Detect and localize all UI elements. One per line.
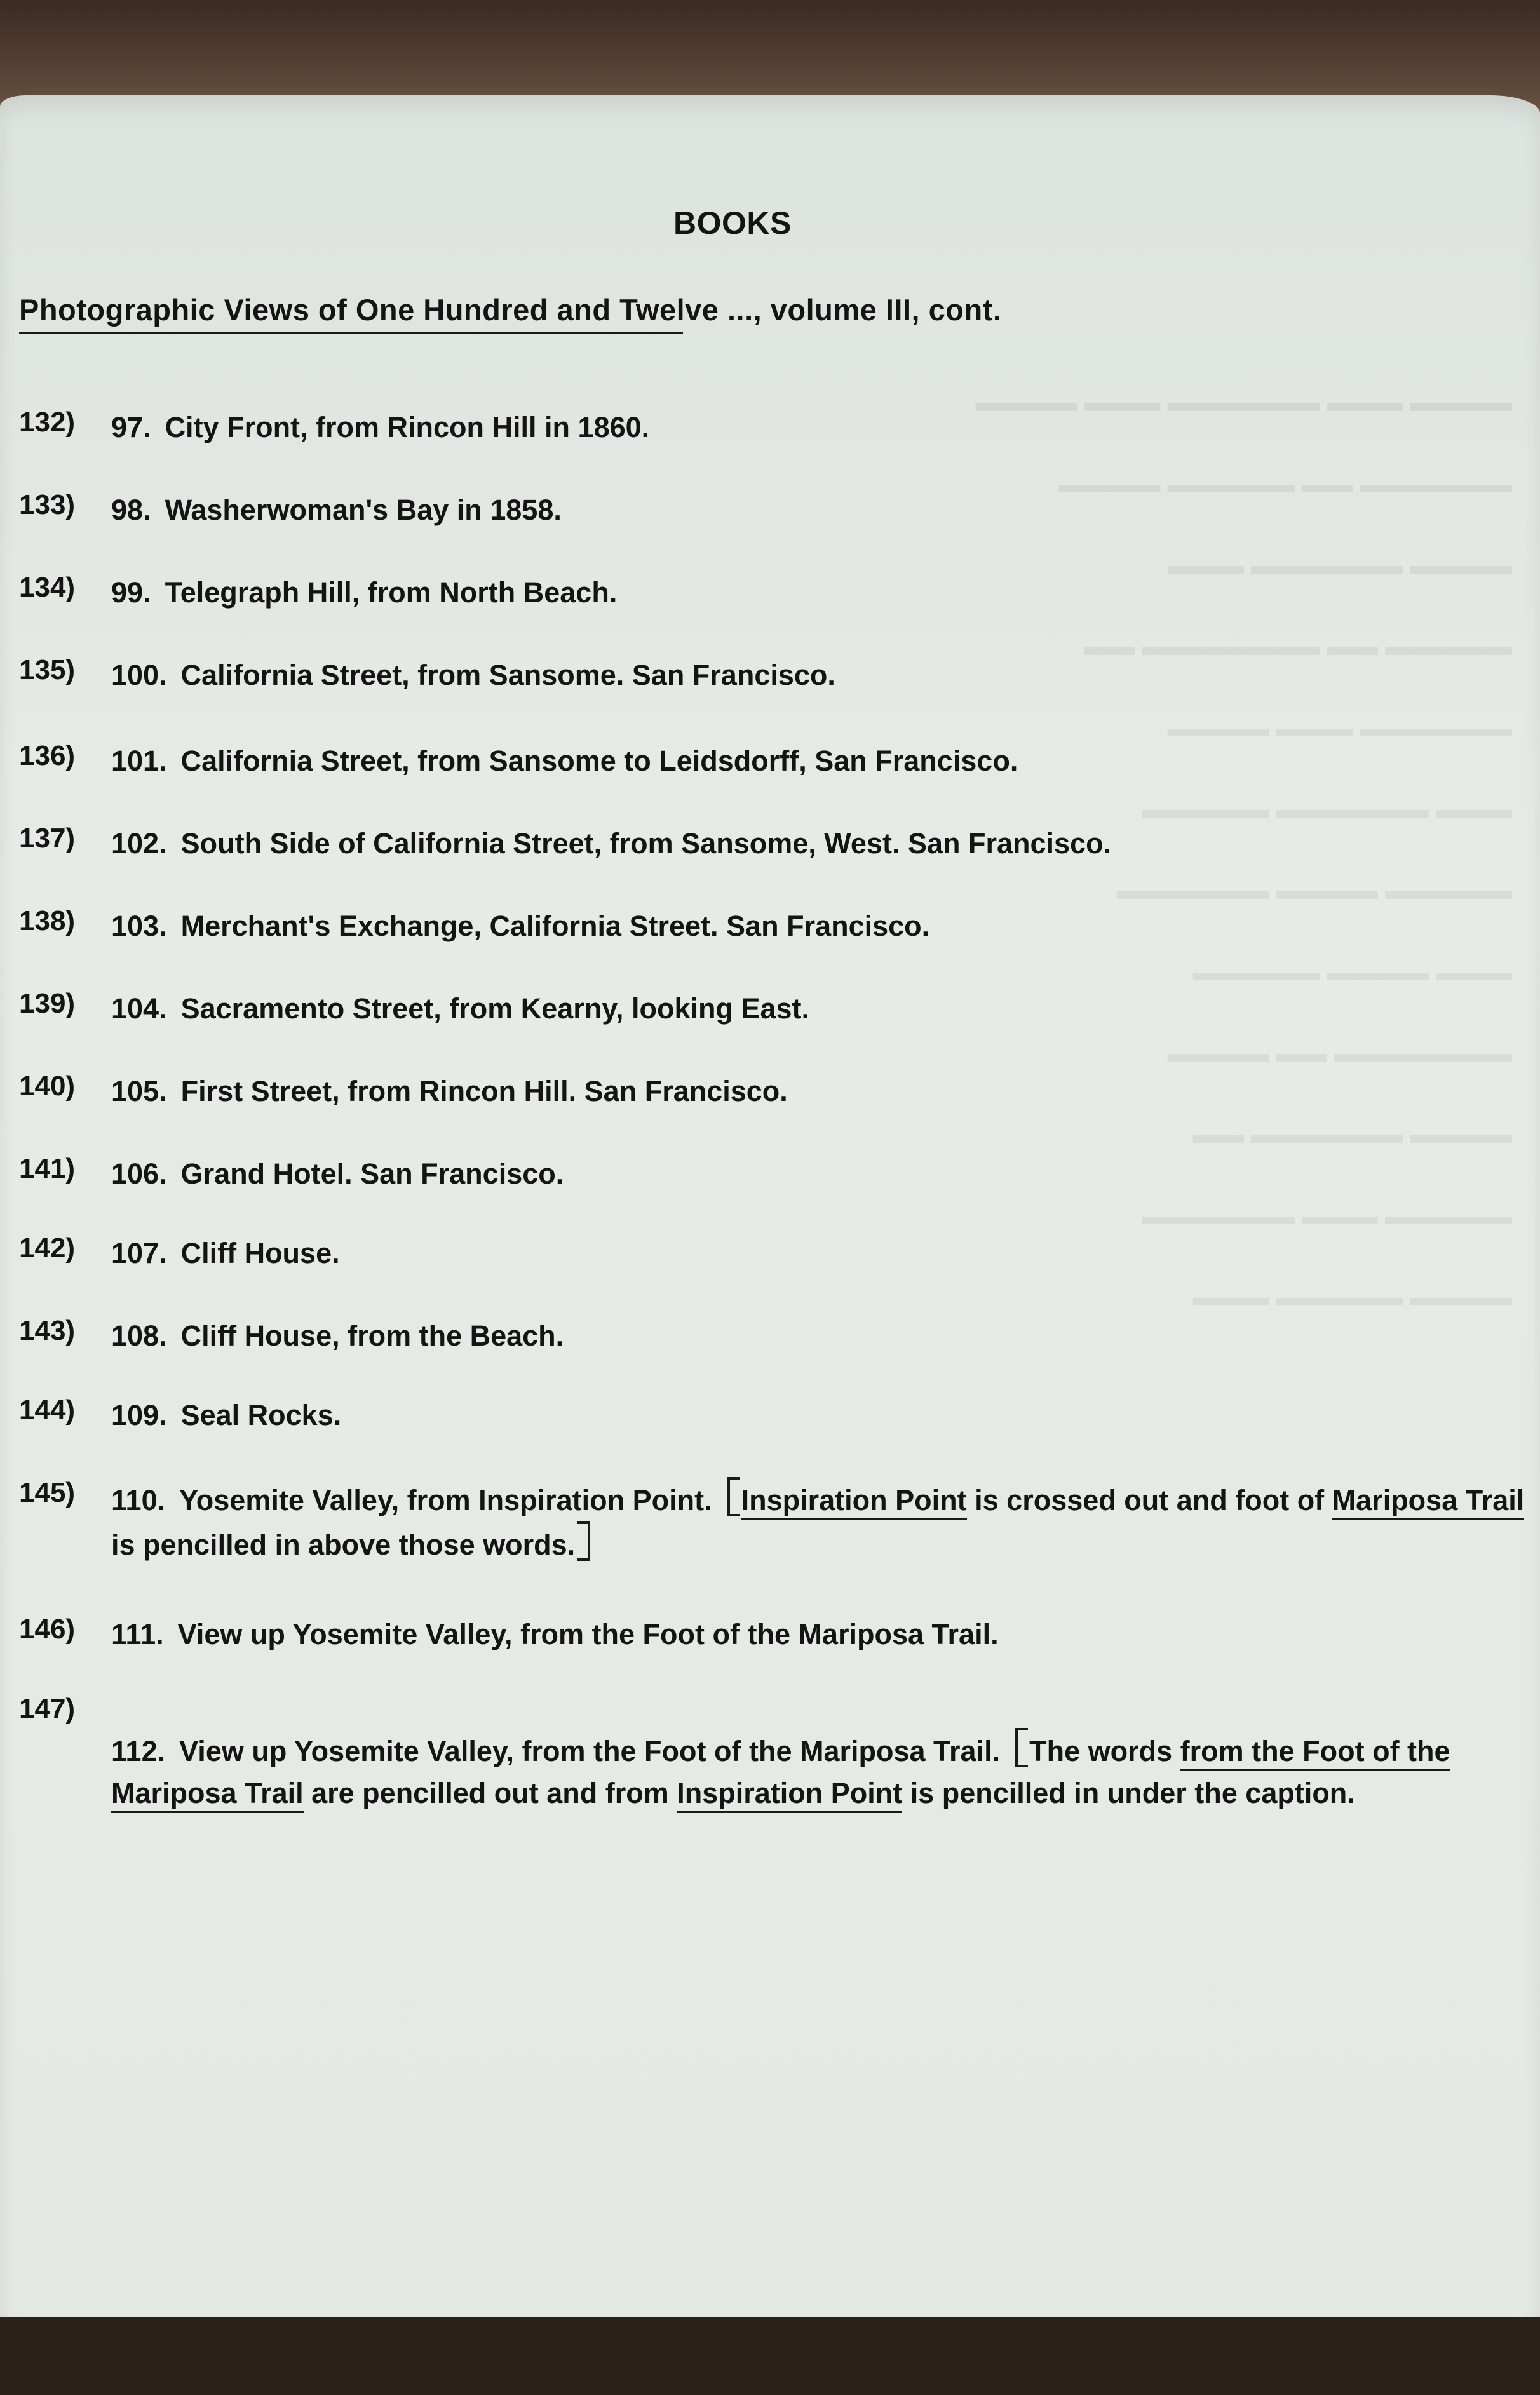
- entry-145: [19, 1477, 1525, 1617]
- bracket-open-icon: [727, 1477, 740, 1516]
- entry-row: [19, 823, 1525, 899]
- caption-text: Seal Rocks.: [180, 1399, 342, 1431]
- entry-text: [111, 1394, 1528, 1436]
- entry-number: 145): [19, 1477, 76, 1508]
- entry-text: [111, 823, 1528, 865]
- entry-text: [111, 740, 1528, 782]
- entry-number: 140): [19, 1070, 76, 1102]
- entry-number: 147): [19, 1693, 76, 1724]
- caption-text: City Front, from Rincon Hill in 1860.: [165, 411, 650, 443]
- underlined-phrase: Inspiration Point: [677, 1777, 902, 1813]
- section-heading-title: Photographic Views of One Hundred and Twelve ...: [19, 293, 753, 327]
- caption-text: Washerwoman's Bay in 1858.: [165, 494, 562, 526]
- entry-row: [19, 1394, 1525, 1471]
- entry-text: [111, 905, 1528, 947]
- plate-number: 107.: [111, 1237, 167, 1269]
- entry-text: [111, 654, 1528, 696]
- entry-text: [111, 1232, 1528, 1274]
- caption-text: Cliff House.: [180, 1237, 340, 1269]
- caption-text: Telegraph Hill, from North Beach.: [165, 576, 618, 609]
- entry-text: [111, 1153, 1528, 1195]
- entry-text: [111, 1070, 1528, 1112]
- page-title: BOOKS: [673, 205, 792, 241]
- caption-text: First Street, from Rincon Hill. San Francisco.: [180, 1075, 788, 1107]
- entry-row: [19, 1153, 1525, 1229]
- note-text: The words: [1029, 1735, 1180, 1767]
- plate-number: 101.: [111, 745, 167, 777]
- caption-text: California Street, from Sansome to Leidsdorff, San Francisco.: [180, 745, 1018, 777]
- caption-text: View up Yosemite Valley, from the Foot of the Mariposa Trail.: [177, 1618, 999, 1650]
- section-heading-underline: [19, 332, 683, 334]
- plate-number: 106.: [111, 1157, 167, 1190]
- plate-number: 103.: [111, 910, 167, 942]
- entry-row: [19, 1232, 1525, 1309]
- bracket-close-icon: [578, 1521, 590, 1561]
- underlined-phrase: Mariposa Trail: [1332, 1484, 1525, 1520]
- entry-row: [19, 407, 1525, 483]
- plate-number: 108.: [111, 1319, 167, 1352]
- entry-number: 142): [19, 1232, 76, 1264]
- underlined-phrase: from the Foot of the Mariposa Trail: [111, 1735, 1450, 1813]
- entry-text: [111, 1477, 1528, 1566]
- note-text: are pencilled out and from: [303, 1777, 677, 1809]
- entry-number: 141): [19, 1153, 76, 1184]
- plate-number: 109.: [111, 1399, 167, 1431]
- plate-number: 97.: [111, 411, 151, 443]
- entry-number: 132): [19, 407, 76, 438]
- entry-number: 133): [19, 489, 76, 520]
- plate-number: 104.: [111, 992, 167, 1025]
- entry-number: 135): [19, 654, 76, 685]
- entry-147: [19, 1693, 1525, 1858]
- bleed-through-text: ▬▬▬▬ ▬▬▬ ▬▬▬▬▬▬ ▬▬▬ ▬▬▬▬ ▬▬▬▬▬▬ ▬▬ ▬▬▬▬▬ ▬▬▬▬ ▬▬▬▬ ▬▬▬▬▬▬ ▬▬▬ ▬▬▬▬▬ ▬▬ ▬▬▬▬▬▬▬ ▬▬ ▬▬▬▬▬▬ ▬▬▬ ▬▬▬▬ ▬▬▬ ▬▬▬▬▬▬ ▬▬▬▬▬ ▬▬▬▬▬ ▬▬▬▬ ▬▬▬▬▬▬ ▬▬▬ ▬▬▬▬ ▬▬▬▬▬ ▬▬▬▬▬▬▬ ▬▬ ▬▬▬▬ ▬▬▬▬ ▬▬▬▬▬▬ ▬▬ ▬▬▬▬▬ ▬▬▬ ▬▬▬▬▬▬ ▬▬▬▬ ▬▬▬▬▬ ▬▬▬: [975, 389, 1512, 1311]
- caption-text: Merchant's Exchange, California Street. San Francisco.: [180, 910, 930, 942]
- entry-number: 138): [19, 905, 76, 936]
- entry-row: [19, 905, 1525, 982]
- note-text: is crossed out and foot of: [966, 1484, 1332, 1516]
- entry-text: [111, 489, 1528, 531]
- entry-number: 143): [19, 1315, 76, 1346]
- entry-number: 136): [19, 740, 76, 771]
- plate-number: 98.: [111, 494, 151, 526]
- caption-text: Yosemite Valley, from Inspiration Point.: [179, 1484, 712, 1516]
- caption-text: Grand Hotel. San Francisco.: [180, 1157, 564, 1190]
- entry-row: [19, 988, 1525, 1064]
- entry-number: 146): [19, 1614, 76, 1645]
- note-text: is pencilled in under the caption.: [902, 1777, 1355, 1809]
- entry-text: [111, 988, 1528, 1030]
- entry-number: 134): [19, 572, 76, 603]
- plate-number: 110.: [111, 1484, 166, 1516]
- bracket-open-icon: [1015, 1728, 1028, 1767]
- entry-text: [111, 1614, 1528, 1656]
- caption-text: California Street, from Sansome. San Francisco.: [180, 659, 835, 691]
- entry-row: [19, 1315, 1525, 1391]
- entry-row: [19, 572, 1525, 648]
- underlined-phrase: Inspiration Point: [741, 1484, 967, 1520]
- entry-text: [111, 1315, 1528, 1357]
- plate-number: 99.: [111, 576, 151, 609]
- note-text: is pencilled in above those words.: [111, 1528, 576, 1561]
- caption-text: View up Yosemite Valley, from the Foot of the Mariposa Trail.: [179, 1735, 1001, 1767]
- entry-number: 137): [19, 823, 76, 854]
- entry-text: [111, 572, 1528, 614]
- entry-number: 139): [19, 988, 76, 1019]
- section-heading-suffix: , volume III, cont.: [753, 293, 1002, 327]
- plate-number: 102.: [111, 827, 167, 860]
- entry-number: 144): [19, 1394, 76, 1426]
- entry-text: [111, 1728, 1528, 1814]
- section-heading: [19, 292, 1001, 327]
- caption-text: South Side of California Street, from Sansome, West. San Francisco.: [180, 827, 1112, 860]
- caption-text: Sacramento Street, from Kearny, looking East.: [180, 992, 810, 1025]
- entry-row: [19, 489, 1525, 565]
- plate-number: 105.: [111, 1075, 167, 1107]
- plate-number: 111.: [111, 1618, 164, 1650]
- plate-number: 112.: [111, 1735, 166, 1767]
- entry-146: [19, 1614, 1525, 1690]
- entry-row: [19, 654, 1525, 731]
- caption-text: Cliff House, from the Beach.: [180, 1319, 564, 1352]
- plate-number: 100.: [111, 659, 167, 691]
- entry-row: [19, 1070, 1525, 1147]
- entry-row: [19, 740, 1525, 816]
- entry-text: [111, 407, 1528, 449]
